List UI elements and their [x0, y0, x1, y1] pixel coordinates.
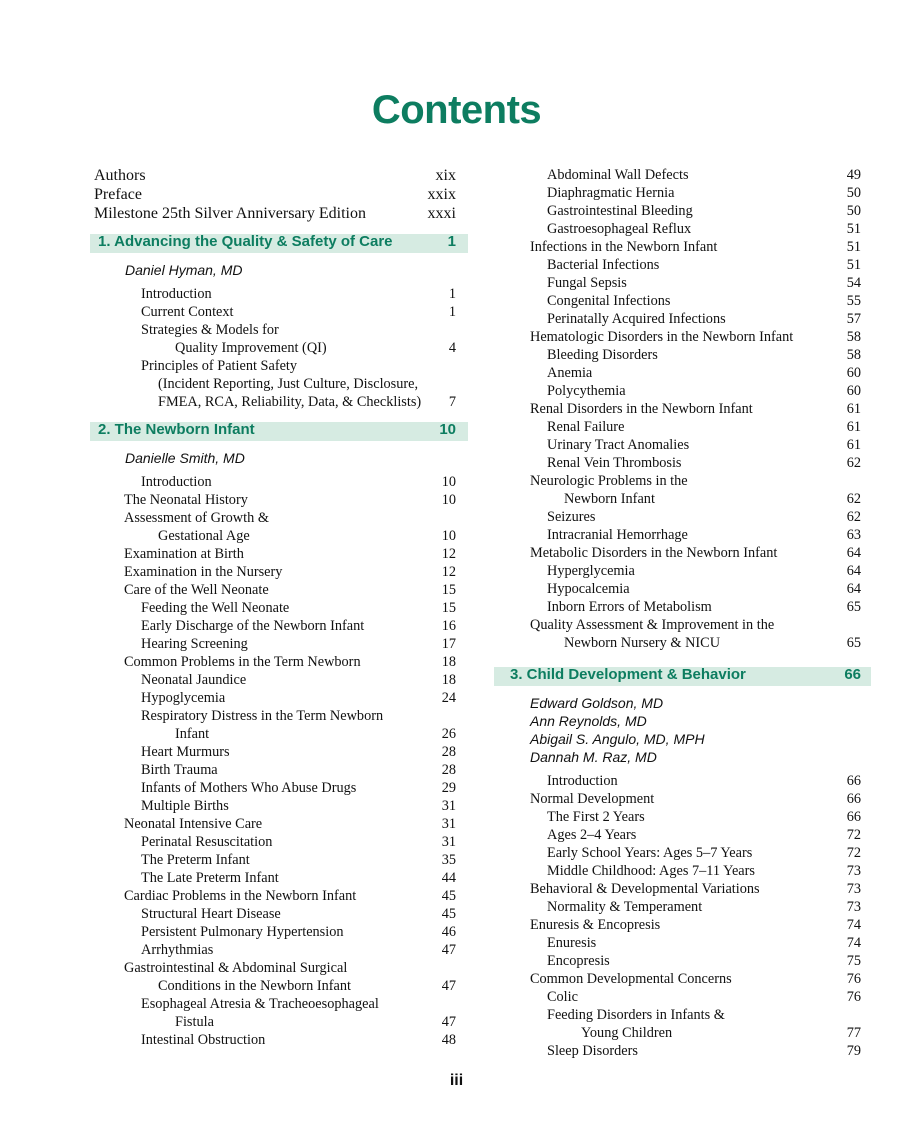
toc-entry-title: Hematologic Disorders in the Newborn Infant — [530, 329, 794, 345]
toc-entry-title-line: Principles of Patient Safety — [141, 358, 298, 374]
toc-entry-title: Renal Vein Thrombosis — [547, 455, 682, 471]
toc-entry-page: 28 — [441, 744, 456, 760]
toc-entry-page: 60 — [846, 383, 861, 399]
toc-left-column — [94, 166, 456, 1049]
toc-entry-title: Polycythemia — [547, 383, 626, 399]
toc-entry-title: Current Context — [141, 304, 234, 320]
toc-entry-title: Hyperglycemia — [547, 563, 635, 579]
toc-entry-title: Perinatal Resuscitation — [141, 834, 273, 850]
front-matter-title: Milestone 25th Silver Anniversary Edition — [94, 205, 366, 222]
toc-entry-title: Neonatal Intensive Care — [124, 816, 263, 832]
toc-entry[interactable] — [530, 382, 861, 400]
toc-entry[interactable] — [94, 321, 456, 357]
toc-entry-title-line: Infant — [175, 726, 210, 742]
toc-entry[interactable] — [530, 400, 861, 418]
toc-entry-title: Enuresis — [547, 935, 597, 951]
front-matter-entry[interactable] — [94, 185, 456, 204]
chapter-2-page: 10 — [439, 421, 456, 438]
front-matter-entry[interactable] — [94, 166, 456, 185]
chapter-1-heading[interactable] — [92, 233, 456, 251]
toc-entry-page: 51 — [846, 257, 861, 273]
toc-entry-title: Arrhythmias — [141, 942, 214, 958]
toc-entry[interactable] — [530, 274, 861, 292]
toc-entry-page: 61 — [846, 401, 861, 417]
toc-entry-page: 17 — [441, 636, 456, 652]
toc-entry[interactable] — [94, 671, 456, 689]
toc-entry-page: 64 — [846, 563, 861, 579]
toc-entry-page: 65 — [846, 635, 861, 651]
toc-entry[interactable] — [530, 580, 861, 598]
toc-entry[interactable] — [530, 880, 861, 898]
toc-entry-title-line: Respiratory Distress in the Term Newborn — [141, 708, 384, 724]
toc-entry-title: Abdominal Wall Defects — [547, 167, 689, 183]
toc-entry-page: 18 — [441, 672, 456, 688]
toc-entry-title: Multiple Births — [141, 798, 229, 814]
toc-entry-title: Encopresis — [547, 953, 610, 969]
toc-entry-title: Behavioral & Developmental Variations — [530, 881, 760, 897]
toc-entry-title: Cardiac Problems in the Newborn Infant — [124, 888, 357, 904]
chapter-3-authors — [499, 694, 861, 766]
toc-entry-page: 76 — [846, 971, 861, 987]
toc-entry[interactable] — [94, 761, 456, 779]
author-name: Daniel Hyman, MD — [125, 262, 243, 278]
toc-entry-title: Colic — [547, 989, 578, 1005]
toc-entry[interactable] — [94, 689, 456, 707]
chapter-1-page: 1 — [447, 233, 456, 250]
toc-entry[interactable] — [530, 202, 861, 220]
toc-entry-page: 48 — [441, 1032, 456, 1048]
toc-entry[interactable] — [94, 851, 456, 869]
toc-entry-title: Hypoglycemia — [141, 690, 226, 706]
toc-entry[interactable] — [94, 923, 456, 941]
toc-entry-title: The First 2 Years — [547, 809, 645, 825]
toc-entry-title-line: Newborn Nursery & NICU — [564, 635, 721, 651]
toc-entry-title-line: (Incident Reporting, Just Culture, Disclosure, — [158, 376, 419, 392]
toc-entry-page: 62 — [846, 491, 861, 507]
toc-entry-title: Seizures — [547, 509, 596, 525]
toc-entry-title-line: Quality Assessment & Improvement in the — [530, 617, 775, 633]
toc-entry-title: Middle Childhood: Ages 7–11 Years — [547, 863, 755, 879]
toc-entry-page: 31 — [441, 816, 456, 832]
toc-entry[interactable] — [94, 617, 456, 635]
toc-entry-title-line: Conditions in the Newborn Infant — [158, 978, 351, 994]
toc-entry-page: 26 — [441, 726, 456, 742]
toc-entry-page: 51 — [846, 239, 861, 255]
toc-entry-title: The Neonatal History — [124, 492, 248, 508]
toc-entry-title: Birth Trauma — [141, 762, 218, 778]
toc-entry-title: Care of the Well Neonate — [124, 582, 269, 598]
toc-entry-page: 74 — [846, 935, 861, 951]
toc-entry[interactable] — [530, 346, 861, 364]
toc-entry[interactable] — [530, 616, 861, 652]
toc-entry-page: 66 — [846, 809, 861, 825]
toc-entry[interactable] — [530, 544, 861, 562]
toc-entry-page: 51 — [846, 221, 861, 237]
toc-entry-page: 47 — [441, 942, 456, 958]
toc-entry-page: 10 — [441, 528, 456, 544]
toc-entry-title: Examination in the Nursery — [124, 564, 283, 580]
toc-entry[interactable] — [530, 934, 861, 952]
front-matter-title: Authors — [94, 167, 146, 184]
toc-entry-title: Congenital Infections — [547, 293, 671, 309]
toc-entry[interactable] — [530, 220, 861, 238]
toc-entry-page: 62 — [846, 509, 861, 525]
toc-entry-page: 58 — [846, 329, 861, 345]
toc-entry-title-line: Neurologic Problems in the — [530, 473, 688, 489]
toc-entry-title: Heart Murmurs — [141, 744, 230, 760]
toc-entry-page: 4 — [448, 340, 456, 356]
toc-entry-page: 45 — [441, 888, 456, 904]
toc-entry[interactable] — [94, 797, 456, 815]
toc-entry[interactable] — [530, 952, 861, 970]
toc-entry[interactable] — [94, 869, 456, 887]
toc-entry-title: Diaphragmatic Hernia — [547, 185, 675, 201]
toc-entry-title: Bleeding Disorders — [547, 347, 658, 363]
chapter-3-entries — [530, 772, 861, 1060]
toc-entry-title-line: Newborn Infant — [564, 491, 655, 507]
toc-entry[interactable] — [530, 292, 861, 310]
chapter-2-entries-continued — [530, 166, 861, 652]
toc-entry-page: 58 — [846, 347, 861, 363]
toc-entry-title-line: Fistula — [175, 1014, 214, 1030]
toc-entry-title: Introduction — [141, 286, 212, 302]
toc-entry-title: Metabolic Disorders in the Newborn Infant — [530, 545, 778, 561]
toc-entry-title: Enuresis & Encopresis — [530, 917, 661, 933]
toc-entry-title: Persistent Pulmonary Hypertension — [141, 924, 344, 940]
toc-entry[interactable] — [530, 1006, 861, 1042]
toc-entry-title: Normal Development — [530, 791, 655, 807]
toc-entry[interactable] — [530, 862, 861, 880]
chapter-3-title: 3. Child Development & Behavior — [510, 666, 746, 683]
toc-entry-page: 64 — [846, 581, 861, 597]
toc-entry-title: Common Problems in the Term Newborn — [124, 654, 361, 670]
toc-entry[interactable] — [94, 473, 456, 491]
toc-entry-title: Early Discharge of the Newborn Infant — [141, 618, 365, 634]
toc-entry-title: Bacterial Infections — [547, 257, 660, 273]
chapter-2-entries — [94, 473, 456, 1049]
toc-entry-page: 60 — [846, 365, 861, 381]
toc-entry-title: Urinary Tract Anomalies — [547, 437, 690, 453]
page-number: iii — [449, 1072, 464, 1089]
toc-entry-title: Common Developmental Concerns — [530, 971, 732, 987]
toc-entry-title-line: Feeding Disorders in Infants & — [547, 1007, 725, 1023]
toc-entry[interactable] — [530, 436, 861, 454]
chapter-1-authors — [94, 261, 456, 279]
toc-entry-title-line: Gestational Age — [158, 528, 250, 544]
toc-entry-title: Hearing Screening — [141, 636, 248, 652]
front-matter-title: Preface — [94, 186, 142, 203]
toc-entry-page: 79 — [846, 1043, 861, 1059]
toc-entry-title-line: Strategies & Models for — [141, 322, 279, 338]
toc-entry-title: Ages 2–4 Years — [547, 827, 637, 843]
toc-entry[interactable] — [530, 364, 861, 382]
toc-entry-page: 12 — [441, 564, 456, 580]
toc-entry-page: 73 — [846, 863, 861, 879]
toc-entry-title: Sleep Disorders — [547, 1043, 638, 1059]
toc-entry[interactable] — [530, 472, 861, 508]
toc-entry[interactable] — [94, 563, 456, 581]
toc-entry-title-line: Young Children — [581, 1025, 673, 1041]
toc-entry[interactable] — [530, 898, 861, 916]
toc-entry-title: Anemia — [547, 365, 593, 381]
toc-entry-page: 15 — [441, 582, 456, 598]
toc-entry-page: 55 — [846, 293, 861, 309]
toc-entry-page: 61 — [846, 437, 861, 453]
toc-entry[interactable] — [530, 418, 861, 436]
toc-entry[interactable] — [530, 1042, 861, 1060]
toc-entry-page: 54 — [846, 275, 861, 291]
toc-entry-page: 47 — [441, 978, 456, 994]
toc-entry[interactable] — [530, 808, 861, 826]
page-title: Contents — [371, 88, 542, 132]
toc-entry[interactable] — [94, 815, 456, 833]
toc-entry-page: 50 — [846, 185, 861, 201]
toc-right-column — [510, 166, 861, 1060]
toc-entry[interactable] — [94, 545, 456, 563]
toc-entry-page: 61 — [846, 419, 861, 435]
author-name: Edward Goldson, MD — [530, 695, 664, 711]
toc-entry-title: Introduction — [141, 474, 212, 490]
toc-entry[interactable] — [530, 772, 861, 790]
toc-entry[interactable] — [530, 328, 861, 346]
toc-entry-title: Infants of Mothers Who Abuse Drugs — [141, 780, 357, 796]
toc-entry-title-line: FMEA, RCA, Reliability, Data, & Checklists) — [158, 394, 422, 410]
toc-entry-page: 75 — [846, 953, 861, 969]
toc-entry[interactable] — [94, 707, 456, 743]
toc-entry[interactable] — [94, 491, 456, 509]
toc-entry[interactable] — [530, 598, 861, 616]
toc-entry-title: Early School Years: Ages 5–7 Years — [547, 845, 753, 861]
toc-entry-title: Gastrointestinal Bleeding — [547, 203, 693, 219]
toc-entry-page: 29 — [441, 780, 456, 796]
toc-entry-page: 64 — [846, 545, 861, 561]
toc-entry-page: 10 — [441, 474, 456, 490]
toc-entry[interactable] — [530, 844, 861, 862]
toc-entry[interactable] — [530, 454, 861, 472]
toc-entry[interactable] — [530, 310, 861, 328]
toc-entry-title-line: Assessment of Growth & — [124, 510, 269, 526]
toc-entry[interactable] — [94, 285, 456, 303]
chapter-1-title: 1. Advancing the Quality & Safety of Care — [98, 233, 393, 250]
toc-entry-page: 45 — [441, 906, 456, 922]
toc-entry-page: 49 — [846, 167, 861, 183]
toc-entry-page: 76 — [846, 989, 861, 1005]
chapter-1-entries — [94, 285, 456, 411]
toc-entry[interactable] — [530, 256, 861, 274]
toc-entry[interactable] — [94, 635, 456, 653]
toc-entry-title: Examination at Birth — [124, 546, 244, 562]
toc-entry-title: Intestinal Obstruction — [141, 1032, 266, 1048]
toc-entry-title: Feeding the Well Neonate — [141, 600, 290, 616]
toc-entry[interactable] — [530, 526, 861, 544]
toc-entry-page: 62 — [846, 455, 861, 471]
toc-entry[interactable] — [530, 826, 861, 844]
toc-entry-title: The Preterm Infant — [141, 852, 250, 868]
toc-entry-page: 47 — [441, 1014, 456, 1030]
toc-entry-page: 65 — [846, 599, 861, 615]
toc-entry-page: 7 — [448, 394, 456, 410]
front-matter-page: xxix — [427, 186, 456, 203]
toc-entry[interactable] — [530, 508, 861, 526]
toc-entry-page: 44 — [441, 870, 456, 886]
toc-entry-page: 24 — [441, 690, 456, 706]
toc-entry[interactable] — [530, 166, 861, 184]
toc-entry-title: Intracranial Hemorrhage — [547, 527, 688, 543]
author-name: Ann Reynolds, MD — [530, 713, 647, 729]
toc-entry-title: Perinatally Acquired Infections — [547, 311, 726, 327]
toc-entry-title: Neonatal Jaundice — [141, 672, 247, 688]
toc-entry-title: Gastroesophageal Reflux — [547, 221, 692, 237]
toc-entry-page: 50 — [846, 203, 861, 219]
toc-entry[interactable] — [530, 184, 861, 202]
toc-entry[interactable] — [94, 959, 456, 995]
chapter-2-authors — [94, 449, 456, 467]
author-name: Danielle Smith, MD — [125, 450, 245, 466]
toc-entry[interactable] — [94, 833, 456, 851]
toc-entry-page: 16 — [441, 618, 456, 634]
toc-entry-title: Infections in the Newborn Infant — [530, 239, 718, 255]
toc-entry[interactable] — [530, 916, 861, 934]
toc-entry[interactable] — [530, 970, 861, 988]
toc-entry[interactable] — [530, 988, 861, 1006]
toc-entry-page: 46 — [441, 924, 456, 940]
toc-entry-page: 31 — [441, 834, 456, 850]
author-name: Dannah M. Raz, MD — [530, 749, 657, 765]
toc-entry[interactable] — [530, 562, 861, 580]
toc-entry[interactable] — [94, 779, 456, 797]
toc-entry-page: 73 — [846, 881, 861, 897]
toc-entry-page: 57 — [846, 311, 861, 327]
toc-entry-title-line: Gastrointestinal & Abdominal Surgical — [124, 960, 348, 976]
toc-entry-page: 66 — [846, 773, 861, 789]
toc-entry-page: 72 — [846, 827, 861, 843]
front-matter-page: xxxi — [427, 205, 456, 222]
toc-entry[interactable] — [94, 1031, 456, 1049]
author-name: Abigail S. Angulo, MD, MPH — [530, 731, 705, 747]
toc-entry-title: Fungal Sepsis — [547, 275, 627, 291]
toc-entry-page: 74 — [846, 917, 861, 933]
toc-entry-title: The Late Preterm Infant — [141, 870, 279, 886]
toc-entry-page: 77 — [846, 1025, 861, 1041]
chapter-3-page: 66 — [844, 666, 861, 683]
toc-entry-page: 35 — [441, 852, 456, 868]
toc-entry[interactable] — [530, 790, 861, 808]
toc-entry[interactable] — [94, 357, 456, 411]
toc-entry[interactable] — [94, 905, 456, 923]
toc-entry[interactable] — [94, 941, 456, 959]
toc-entry-page: 66 — [846, 791, 861, 807]
toc-entry-page: 31 — [441, 798, 456, 814]
toc-entry-page: 63 — [846, 527, 861, 543]
toc-entry-page: 1 — [448, 304, 456, 320]
toc-entry[interactable] — [94, 995, 456, 1031]
toc-entry-page: 28 — [441, 762, 456, 778]
toc-entry[interactable] — [94, 653, 456, 671]
front-matter-entry[interactable] — [94, 204, 456, 223]
front-matter-list — [94, 166, 456, 223]
toc-entry-page: 15 — [441, 600, 456, 616]
toc-entry[interactable] — [530, 238, 861, 256]
toc-entry-page: 10 — [441, 492, 456, 508]
toc-entry-page: 72 — [846, 845, 861, 861]
chapter-3-heading[interactable] — [510, 666, 861, 684]
toc-entry-title: Hypocalcemia — [547, 581, 630, 597]
toc-entry[interactable] — [94, 509, 456, 545]
toc-entry-page: 18 — [441, 654, 456, 670]
toc-entry[interactable] — [94, 743, 456, 761]
toc-entry[interactable] — [94, 581, 456, 599]
chapter-2-title: 2. The Newborn Infant — [98, 421, 255, 438]
front-matter-page: xix — [435, 167, 456, 184]
toc-entry-title-line: Quality Improvement (QI) — [175, 340, 327, 356]
toc-entry-title: Renal Failure — [547, 419, 625, 435]
toc-entry-title: Inborn Errors of Metabolism — [547, 599, 712, 615]
toc-entry-title: Introduction — [547, 773, 618, 789]
chapter-2-heading[interactable] — [92, 421, 456, 439]
toc-entry[interactable] — [94, 303, 456, 321]
toc-entry-page: 12 — [441, 546, 456, 562]
toc-entry-title-line: Esophageal Atresia & Tracheoesophageal — [141, 996, 379, 1012]
toc-entry-title: Renal Disorders in the Newborn Infant — [530, 401, 753, 417]
toc-entry-page: 73 — [846, 899, 861, 915]
toc-entry-title: Normality & Temperament — [547, 899, 703, 915]
toc-entry[interactable] — [94, 599, 456, 617]
toc-entry-title: Structural Heart Disease — [141, 906, 281, 922]
toc-entry[interactable] — [94, 887, 456, 905]
toc-entry-page: 1 — [448, 286, 456, 302]
